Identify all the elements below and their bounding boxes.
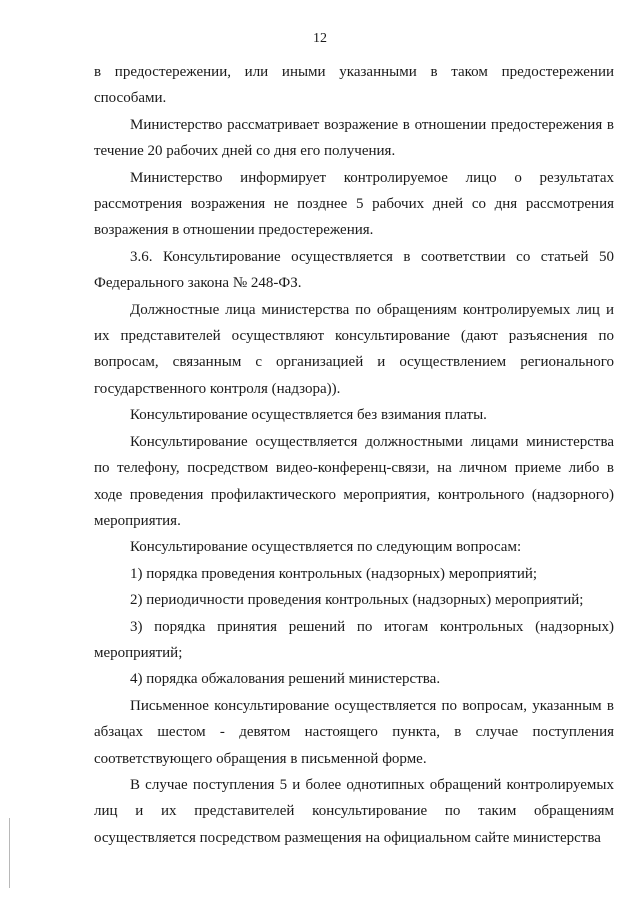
- paragraph: В случае поступления 5 и более однотипных обращений контролируемых лиц и их представителей консультирование по таким обращениям осуществляется посредством размещения на официальном сайте министерства: [94, 776, 614, 846]
- scan-edge-line: [9, 818, 10, 888]
- paragraph: Министерство рассматривает возражение в отношении предостережения в течение 20 рабочих дней со дня его получения.: [94, 116, 614, 160]
- document-body: [94, 59, 614, 851]
- paragraph: Министерство информирует контролируемое лицо о результатах рассмотрения возражения не позднее 5 рабочих дней со дня рассмотрения возражения в отношении предостережения.: [94, 169, 614, 239]
- list-item: 1) порядка проведения контрольных (надзорных) мероприятий;: [130, 565, 538, 582]
- list-item: 2) периодичности проведения контрольных (надзорных) мероприятий;: [130, 592, 584, 609]
- paragraph: Консультирование осуществляется должностными лицами министерства по телефону, посредством видео-конференц-связи, на личном приеме либо в ходе проведения профилактического мероприятия, контрольного (надзорного) мероприятия.: [94, 433, 614, 529]
- paragraph-continuation: в предостережении, или иными указанными в таком предостережении способами.: [94, 64, 614, 107]
- list-item: 3) порядка принятия решений по итогам контрольных (надзорных) мероприятий;: [94, 618, 614, 661]
- paragraph: Письменное консультирование осуществляется по вопросам, указанным в абзацах шестом - девятом настоящего пункта, в случае поступления соответствующего обращения в письменной форме.: [94, 697, 614, 767]
- list-item: 4) порядка обжалования решений министерства.: [130, 671, 441, 688]
- paragraph: Должностные лица министерства по обращениям контролируемых лиц и их представителей осуществляют консультирование (дают разъяснения по вопросам, связанным с организацией и осуществлением регионального государственного контроля (надзора)).: [94, 301, 614, 397]
- paragraph: 3.6. Консультирование осуществляется в соответствии со статьей 50 Федерального закона № 248-ФЗ.: [94, 248, 614, 292]
- paragraph: Консультирование осуществляется без взимания платы.: [130, 407, 487, 424]
- paragraph: Консультирование осуществляется по следующим вопросам:: [130, 539, 522, 556]
- page-number: 12: [313, 31, 327, 46]
